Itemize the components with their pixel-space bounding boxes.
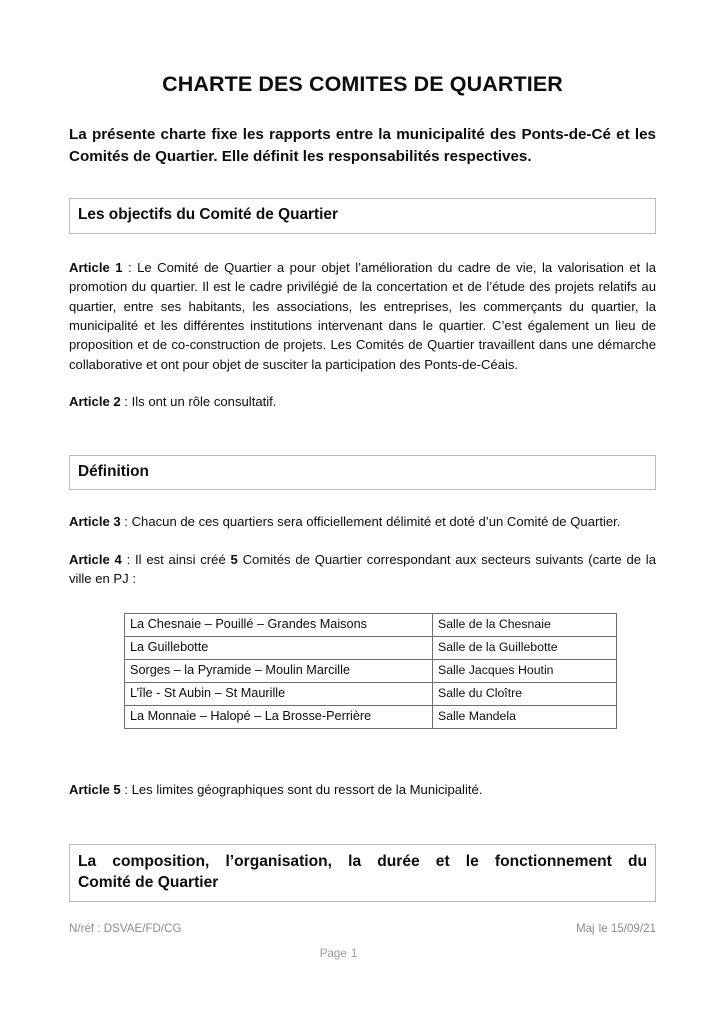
article-3-text: Chacun de ces quartiers sera officiellement délimité et doté d’un Comité de Quartier. — [131, 514, 621, 530]
sector-cell: L’île - St Aubin – St Maurille — [125, 682, 433, 705]
article-2-text: Ils ont un rôle consultatif. — [131, 394, 277, 410]
article-5-text: Les limites géographiques sont du ressort de la Municipalité. — [131, 781, 483, 797]
footer-update-label: Maj — [575, 922, 595, 935]
article-1-separator: : — [122, 259, 138, 275]
footer-page-value: 1 — [350, 947, 358, 960]
section-header-composition — [69, 844, 656, 902]
sectors-table-wrapper — [69, 613, 656, 729]
footer-row — [69, 922, 656, 935]
table-row — [125, 682, 617, 705]
footer-page-number — [69, 935, 656, 960]
article-3-paragraph — [69, 512, 656, 531]
article-4-paragraph — [69, 550, 656, 589]
table-row — [125, 659, 617, 682]
article-3-label: Article 3 — [69, 514, 121, 530]
article-5-paragraph — [69, 780, 656, 799]
article-4-label: Article 4 — [69, 551, 122, 567]
article-4-separator: : — [121, 551, 135, 567]
venue-cell: Salle Mandela — [433, 705, 617, 728]
section-header-definition-label: Définition — [78, 462, 149, 480]
article-5-label: Article 5 — [69, 781, 121, 797]
table-row — [125, 705, 617, 728]
article-4-text-after: Comités de Quartier correspondant aux secteurs suivants (carte de la ville en PJ : — [69, 551, 656, 587]
section-header-objectifs — [69, 198, 656, 234]
footer-update — [576, 922, 656, 935]
section-header-composition-line1: La composition, l’organisation, la durée et le fonctionnement du — [78, 852, 647, 870]
article-1-paragraph — [69, 258, 656, 374]
article-1-label: Article 1 — [69, 259, 123, 275]
table-row — [125, 636, 617, 659]
section-header-objectifs-label: Les objectifs du Comité de Quartier — [78, 206, 338, 224]
sector-cell: La Chesnaie – Pouillé – Grandes Maisons — [125, 613, 433, 636]
article-4-count: 5 — [230, 551, 238, 567]
intro-paragraph: La présente charte fixe les rapports entre la municipalité des Ponts-de-Cé et les Comités de Quartier. Elle définit les responsabilités respectives. — [69, 126, 656, 165]
venue-cell: Salle de la Guillebotte — [433, 636, 617, 659]
article-3-separator: : — [120, 514, 132, 530]
table-row — [125, 613, 617, 636]
footer-page-label: Page — [319, 947, 347, 960]
page-title: CHARTE DES COMITES DE QUARTIER — [162, 72, 563, 96]
sector-cell: Sorges – la Pyramide – Moulin Marcille — [125, 659, 433, 682]
sectors-table-body — [125, 613, 617, 728]
sector-cell: La Guillebotte — [125, 636, 433, 659]
article-5-separator: : — [120, 781, 132, 797]
sector-cell: La Monnaie – Halopé – La Brosse-Perrière — [125, 705, 433, 728]
footer-update-value: le 15/09/21 — [598, 922, 656, 935]
article-2-label: Article 2 — [69, 394, 121, 410]
section-header-definition — [69, 455, 656, 491]
section-header-composition-line2: Comité de Quartier — [78, 874, 219, 892]
article-4-text-before: Il est ainsi créé — [135, 551, 231, 567]
section-header-composition-label — [78, 851, 647, 894]
article-2-paragraph — [69, 392, 656, 411]
article-1-text: Le Comité de Quartier a pour objet l’amélioration du cadre de vie, la valorisation et la promotion du quartier. Il est le cadre privilégié de la concertation et de l’étude des projets relatifs au quartier, entre ses habitants, les associations, les entreprises, les commerçants du quartier, la municipalité et les différentes institutions intervenant dans le quartier. C’est également un lieu de proposition et de co-construction de projets. Les Comités de Quartier travaillent dans une démarche collaborative et ont pour objet de susciter la participation des Ponts-de-Céais. — [69, 259, 656, 372]
venue-cell: Salle de la Chesnaie — [433, 613, 617, 636]
venue-cell: Salle du Cloître — [433, 682, 617, 705]
sectors-table — [124, 613, 617, 729]
page-footer — [69, 922, 656, 960]
article-2-separator: : — [120, 394, 132, 410]
footer-reference: N/réf : DSVAE/FD/CG — [69, 922, 182, 935]
document-content — [69, 0, 656, 902]
venue-cell: Salle Jacques Houtin — [433, 659, 617, 682]
